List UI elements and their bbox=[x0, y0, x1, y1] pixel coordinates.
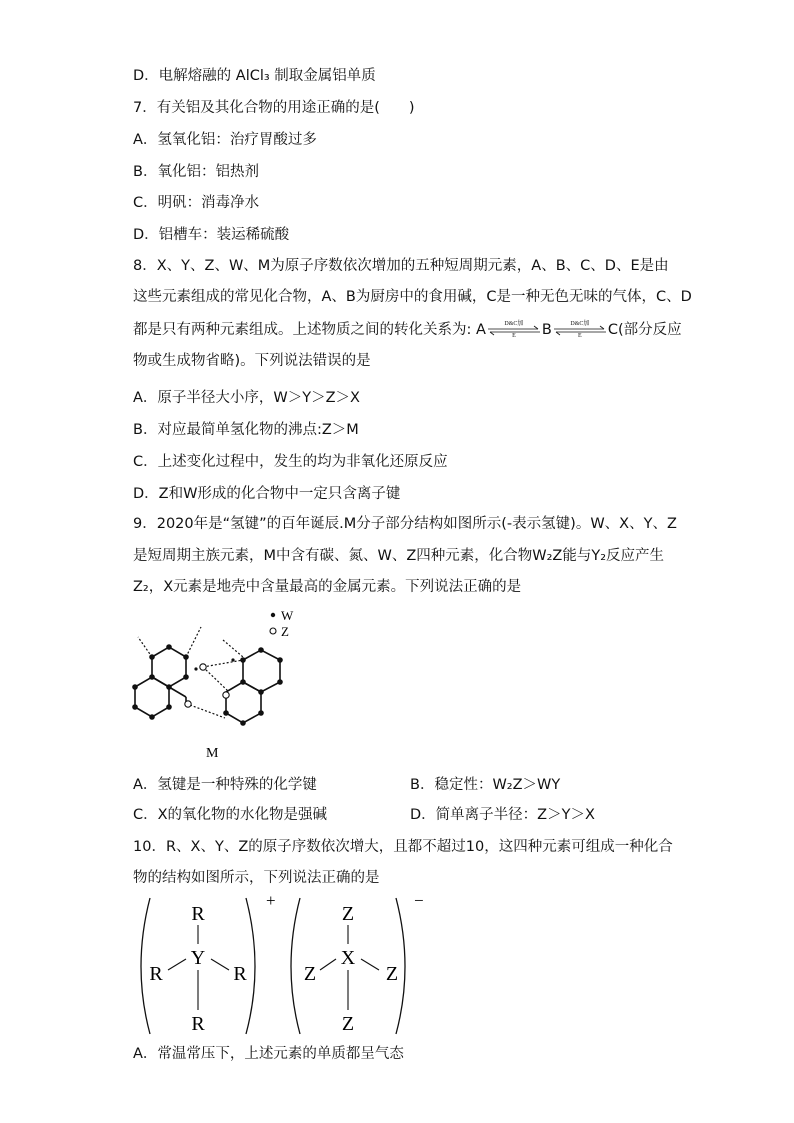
cation-center: Y bbox=[190, 947, 206, 969]
q9-option-d: D．简单离子半径：Z＞Y＞X bbox=[410, 807, 595, 823]
anion-ligand-top: Z bbox=[341, 903, 355, 925]
q10-stem-line2: 物的结构如图所示，下列说法正确的是 bbox=[133, 870, 380, 886]
arrow-bottom-label: E bbox=[578, 333, 582, 339]
q7-option-b: B．氧化铝：铝热剂 bbox=[133, 164, 259, 180]
q9-stem-line3: Z₂，X元素是地壳中含量最高的金属元素。下列说法正确的是 bbox=[133, 579, 522, 595]
q10-structure-figure bbox=[130, 892, 440, 1042]
q10-option-a: A．常温常压下，上述元素的单质都呈气态 bbox=[133, 1046, 404, 1062]
q8-option-a: A．原子半径大小序，W＞Y＞Z＞X bbox=[133, 390, 360, 406]
q7-option-d: D．铝槽车：装运稀硫酸 bbox=[133, 227, 290, 243]
q7-option-c: C．明矾：消毒净水 bbox=[133, 195, 260, 211]
q8-line3-pre: 都是只有两种元素组成。上述物质之间的转化关系为: A bbox=[133, 322, 486, 338]
q8-option-d: D．Z和W形成的化合物中一定只含离子键 bbox=[133, 486, 401, 502]
q9-option-c: C．X的氧化物的水化物是强碱 bbox=[133, 807, 328, 823]
cation-ligand-left: R bbox=[149, 963, 163, 985]
anion-structure bbox=[291, 892, 424, 1035]
equilibrium-arrow-2 bbox=[552, 320, 608, 340]
legend-z-circle bbox=[270, 628, 276, 634]
q8-stem-line1: 8．X、Y、Z、W、M为原子序数依次增加的五种短周期元素，A、B、C、D、E是由 bbox=[133, 258, 669, 274]
cation-charge: + bbox=[266, 892, 276, 910]
cation-ligand-right: R bbox=[233, 963, 247, 985]
q7-option-a: A．氢氧化铝：治疗胃酸过多 bbox=[133, 132, 317, 148]
q8-option-b: B．对应最简单氢化物的沸点:Z＞M bbox=[133, 422, 359, 438]
q9-option-a: A．氢键是一种特殊的化学键 bbox=[133, 777, 317, 793]
arrow-bottom-label: E bbox=[512, 333, 516, 339]
q9-stem-line1: 9．2020年是“氢键”的百年诞辰.M分子部分结构如图所示(-表示氢键)。W、X、Y、Z bbox=[133, 516, 677, 532]
q8-line3-b: B bbox=[541, 322, 552, 338]
arrow-top-label: D&C加 bbox=[570, 321, 590, 327]
cation-ligand-top: R bbox=[191, 903, 205, 925]
equilibrium-arrow-1 bbox=[486, 320, 542, 340]
legend-w-dot bbox=[271, 613, 275, 617]
legend-w-label: W bbox=[281, 608, 294, 623]
legend-z-label: Z bbox=[281, 624, 289, 639]
q9-figure-label: M bbox=[206, 746, 219, 761]
q7-stem: 7．有关铝及其化合物的用途正确的是( ) bbox=[133, 100, 415, 116]
q8-stem-line2: 这些元素组成的常见化合物，A、B为厨房中的食用碱，C是一种无色无味的气体，C、D bbox=[133, 289, 692, 305]
q9-molecule-figure bbox=[128, 605, 318, 763]
q9-stem-line2: 是短周期主族元素，M中含有碳、氮、W、Z四种元素，化合物W₂Z能与Y₂反应产生 bbox=[133, 548, 665, 564]
anion-ligand-bottom: Z bbox=[341, 1013, 355, 1035]
cation-structure bbox=[141, 892, 276, 1035]
q6-option-d: D．电解熔融的 AlCl₃ 制取金属铝单质 bbox=[133, 68, 376, 84]
anion-ligand-left: Z bbox=[303, 963, 317, 985]
arrow-top-label: D&C加 bbox=[504, 321, 524, 327]
anion-charge: − bbox=[414, 892, 424, 910]
anion-ligand-right: Z bbox=[385, 963, 399, 985]
q8-stem-line3 bbox=[133, 320, 682, 340]
q9-option-b: B．稳定性：W₂Z＞WY bbox=[410, 777, 561, 793]
q10-stem-line1: 10．R、X、Y、Z的原子序数依次增大，且都不超过10，这四种元素可组成一种化合 bbox=[133, 839, 673, 855]
q8-line3-post: C(部分反应 bbox=[607, 322, 682, 338]
anion-center: X bbox=[340, 947, 356, 969]
q8-stem-line4: 物或生成物省略)。下列说法错误的是 bbox=[133, 353, 371, 369]
cation-ligand-bottom: R bbox=[191, 1013, 205, 1035]
q8-option-c: C．上述变化过程中，发生的均为非氧化还原反应 bbox=[133, 454, 448, 470]
